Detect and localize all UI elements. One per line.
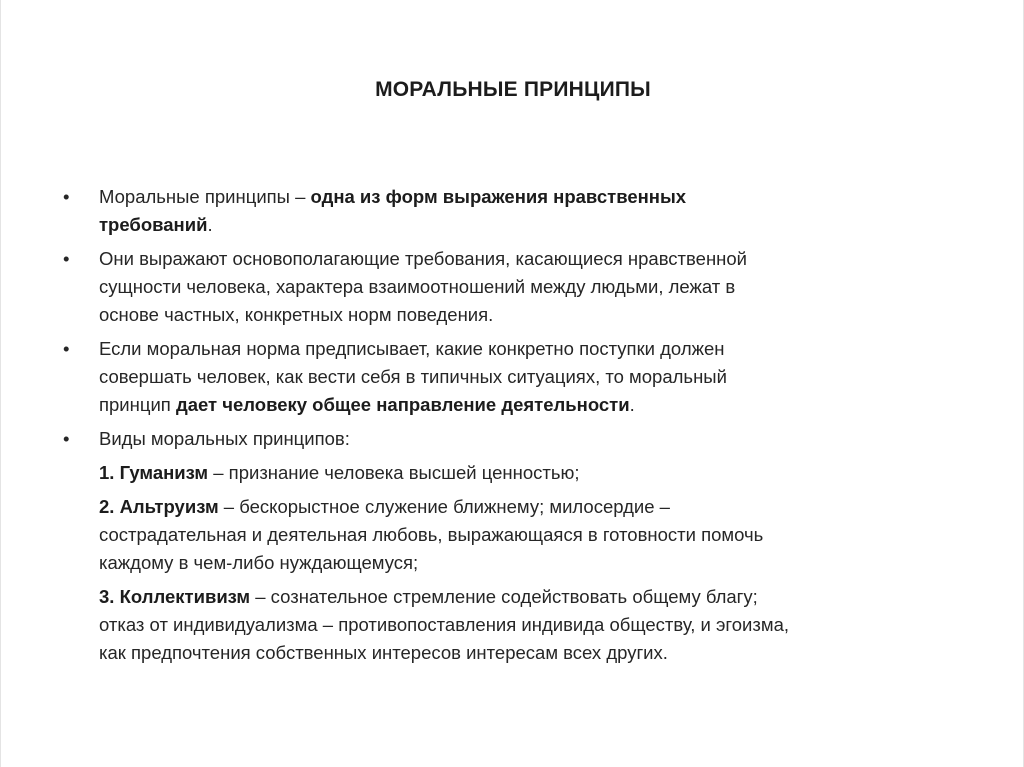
principle-name: 1. Гуманизм (99, 462, 209, 483)
bullet-line: Виды моральных принципов: (99, 428, 350, 449)
bullet-line (99, 391, 973, 419)
principle-line: каждому в чем-либо нуждающемуся; (99, 552, 419, 573)
principle-line (99, 459, 973, 487)
text-run: Моральные принципы – (99, 186, 311, 207)
text-run: . (207, 214, 213, 235)
principle-line: отказ от индивидуализма – противопоставления индивида обществу, и эгоизма, (99, 614, 790, 635)
bullet-line: совершать человек, как вести себя в типичных ситуациях, то моральный (99, 366, 727, 387)
principle-altruism (63, 493, 973, 577)
bullet-requirements (63, 245, 973, 329)
principle-collectivism (63, 583, 973, 667)
text-run: . (629, 394, 635, 415)
bullet-marker: • (63, 428, 70, 449)
principle-line (99, 493, 973, 521)
principle-definition: – сознательное стремление содействовать общему благу; (250, 586, 758, 607)
text-run: принцип (99, 394, 176, 415)
principle-name: 2. Альтруизм (99, 496, 219, 517)
bullet-line: основе частных, конкретных норм поведения. (99, 304, 494, 325)
principle-line: как предпочтения собственных интересов интересам всех других. (99, 642, 668, 663)
bold-run: одна из форм выражения нравственных (310, 186, 687, 207)
bullet-norm-vs-principle (63, 335, 973, 419)
bullet-line (99, 211, 973, 239)
bold-run: дает человеку общее направление деятельности (175, 394, 630, 415)
principle-line: сострадательная и деятельная любовь, выражающаяся в готовности помочь (99, 524, 764, 545)
bullet-marker: • (63, 248, 70, 269)
bullet-line: сущности человека, характера взаимоотношений между людьми, лежат в (99, 276, 736, 297)
bullet-types (63, 425, 973, 453)
bullet-marker: • (63, 186, 70, 207)
principle-humanism (63, 459, 973, 487)
bullet-marker: • (63, 338, 70, 359)
principle-definition: – признание человека высшей ценностью; (208, 462, 580, 483)
principle-name: 3. Коллективизм (99, 586, 251, 607)
bullet-line: Они выражают основополагающие требования, касающиеся нравственной (99, 248, 747, 269)
principle-line (99, 583, 973, 611)
bold-run: требований (99, 214, 208, 235)
bullet-line: Если моральная норма предписывает, какие конкретно поступки должен (99, 338, 725, 359)
slide-title: МОРАЛЬНЫЕ ПРИНЦИПЫ (375, 78, 651, 101)
principle-definition: – бескорыстное служение ближнему; милосердие – (218, 496, 670, 517)
slide-content (63, 183, 973, 673)
bullet-line (99, 183, 973, 211)
bullet-definition (63, 183, 973, 239)
